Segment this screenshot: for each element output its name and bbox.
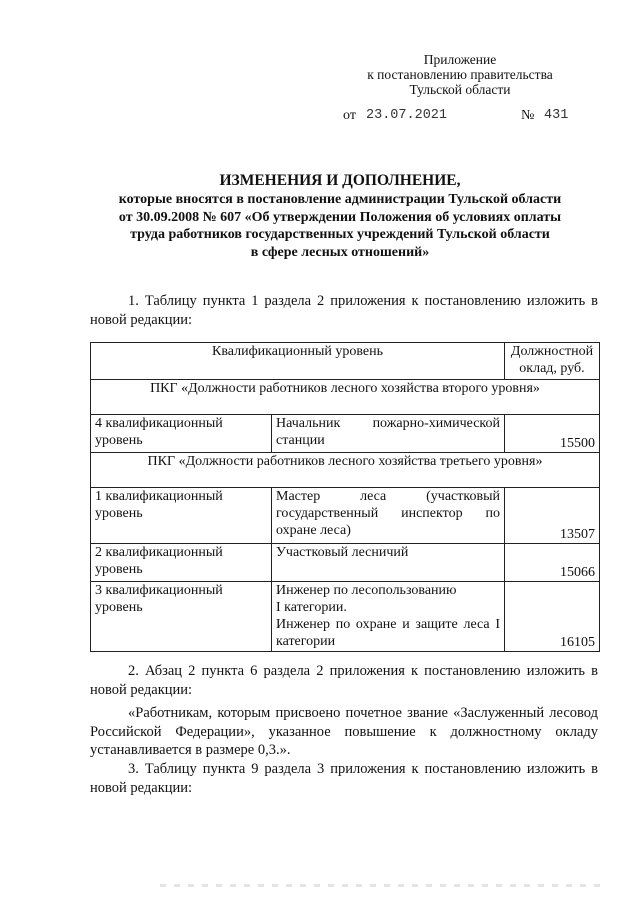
date-value: 23.07.2021: [366, 108, 448, 123]
position-line: Инженер по лесопользованию: [276, 583, 457, 598]
table-row: [91, 544, 600, 582]
item-2-text: 2. Абзац 2 пункта 6 раздела 2 приложения к постановлению изложить в новой редакции:: [90, 663, 598, 698]
item-2-quote: «Работникам, которым присвоено почетное звание «Заслуженный лесовод Российской Федерации», указанное повышение к должностному окладу устанавливается в размере 0,3.».: [90, 705, 598, 758]
item-1-paragraph: [90, 292, 598, 329]
item-1-text: 1. Таблицу пункта 1 раздела 2 приложения к постановлению изложить в новой редакции:: [90, 293, 598, 328]
group-2-title: ПКГ «Должности работников лесного хозяйства второго уровня»: [91, 380, 600, 415]
level-cell: 3 квалификационный уровень: [91, 582, 272, 652]
subtitle-line-3: труда работников государственных учреждений Тульской области: [130, 227, 550, 242]
group-row: [91, 380, 600, 415]
position-cell: Начальник пожарно-химической станции: [272, 415, 505, 453]
item-3-paragraph: [90, 760, 598, 797]
salary-cell: 15066: [505, 544, 600, 582]
salary-cell: 13507: [505, 488, 600, 544]
document-title: ИЗМЕНЕНИЯ И ДОПОЛНЕНИЕ,: [219, 172, 461, 189]
number-value: 431: [544, 108, 569, 123]
table-row: [91, 582, 600, 652]
position-line: I категории.: [276, 600, 347, 615]
level-cell: 2 квалификационный уровень: [91, 544, 272, 582]
group-3-title: ПКГ «Должности работников лесного хозяйства третьего уровня»: [91, 453, 600, 488]
number-prefix: №: [521, 108, 535, 123]
item-2-paragraph: [90, 662, 598, 699]
subtitle-line-4: в сфере лесных отношений»: [250, 244, 430, 260]
appendix-line-1: Приложение: [423, 52, 497, 67]
date-prefix: от: [343, 108, 356, 123]
qualification-table: [90, 342, 600, 652]
header-level-cell: Квалификационный уровень: [91, 343, 505, 380]
salary-cell: 16105: [505, 582, 600, 652]
appendix-line-3: Тульской области: [409, 82, 511, 97]
item-3-text: 3. Таблицу пункта 9 раздела 3 приложения к постановлению изложить в новой редакции:: [90, 761, 598, 796]
scan-noise-strip: [160, 884, 600, 887]
item-2-quote-paragraph: [90, 704, 598, 760]
appendix-line-2: к постановлению правительства: [367, 67, 553, 82]
subtitle-line-1: которые вносятся в постановление администрации Тульской области: [118, 192, 562, 207]
position-cell: Мастер леса (участковый государственный инспектор по охране леса): [272, 488, 505, 544]
subtitle-line-2: от 30.09.2008 № 607 «Об утверждении Положения об условиях оплаты: [118, 209, 562, 225]
appendix-block: [330, 52, 590, 97]
position-cell: Участковый лесничий: [272, 544, 505, 582]
level-cell: 4 квалификационный уровень: [91, 415, 272, 453]
position-cell: [272, 582, 505, 652]
salary-cell: 15500: [505, 415, 600, 453]
table-header-row: [91, 343, 600, 380]
table-row: [91, 415, 600, 453]
level-cell: 1 квалификационный уровень: [91, 488, 272, 544]
position-line: Инженер по охране и защите леса I категории: [276, 617, 500, 649]
header-salary-cell: Должностной оклад, руб.: [505, 343, 600, 380]
group-row: [91, 453, 600, 488]
document-subtitle: [82, 191, 598, 261]
table-row: [91, 488, 600, 544]
